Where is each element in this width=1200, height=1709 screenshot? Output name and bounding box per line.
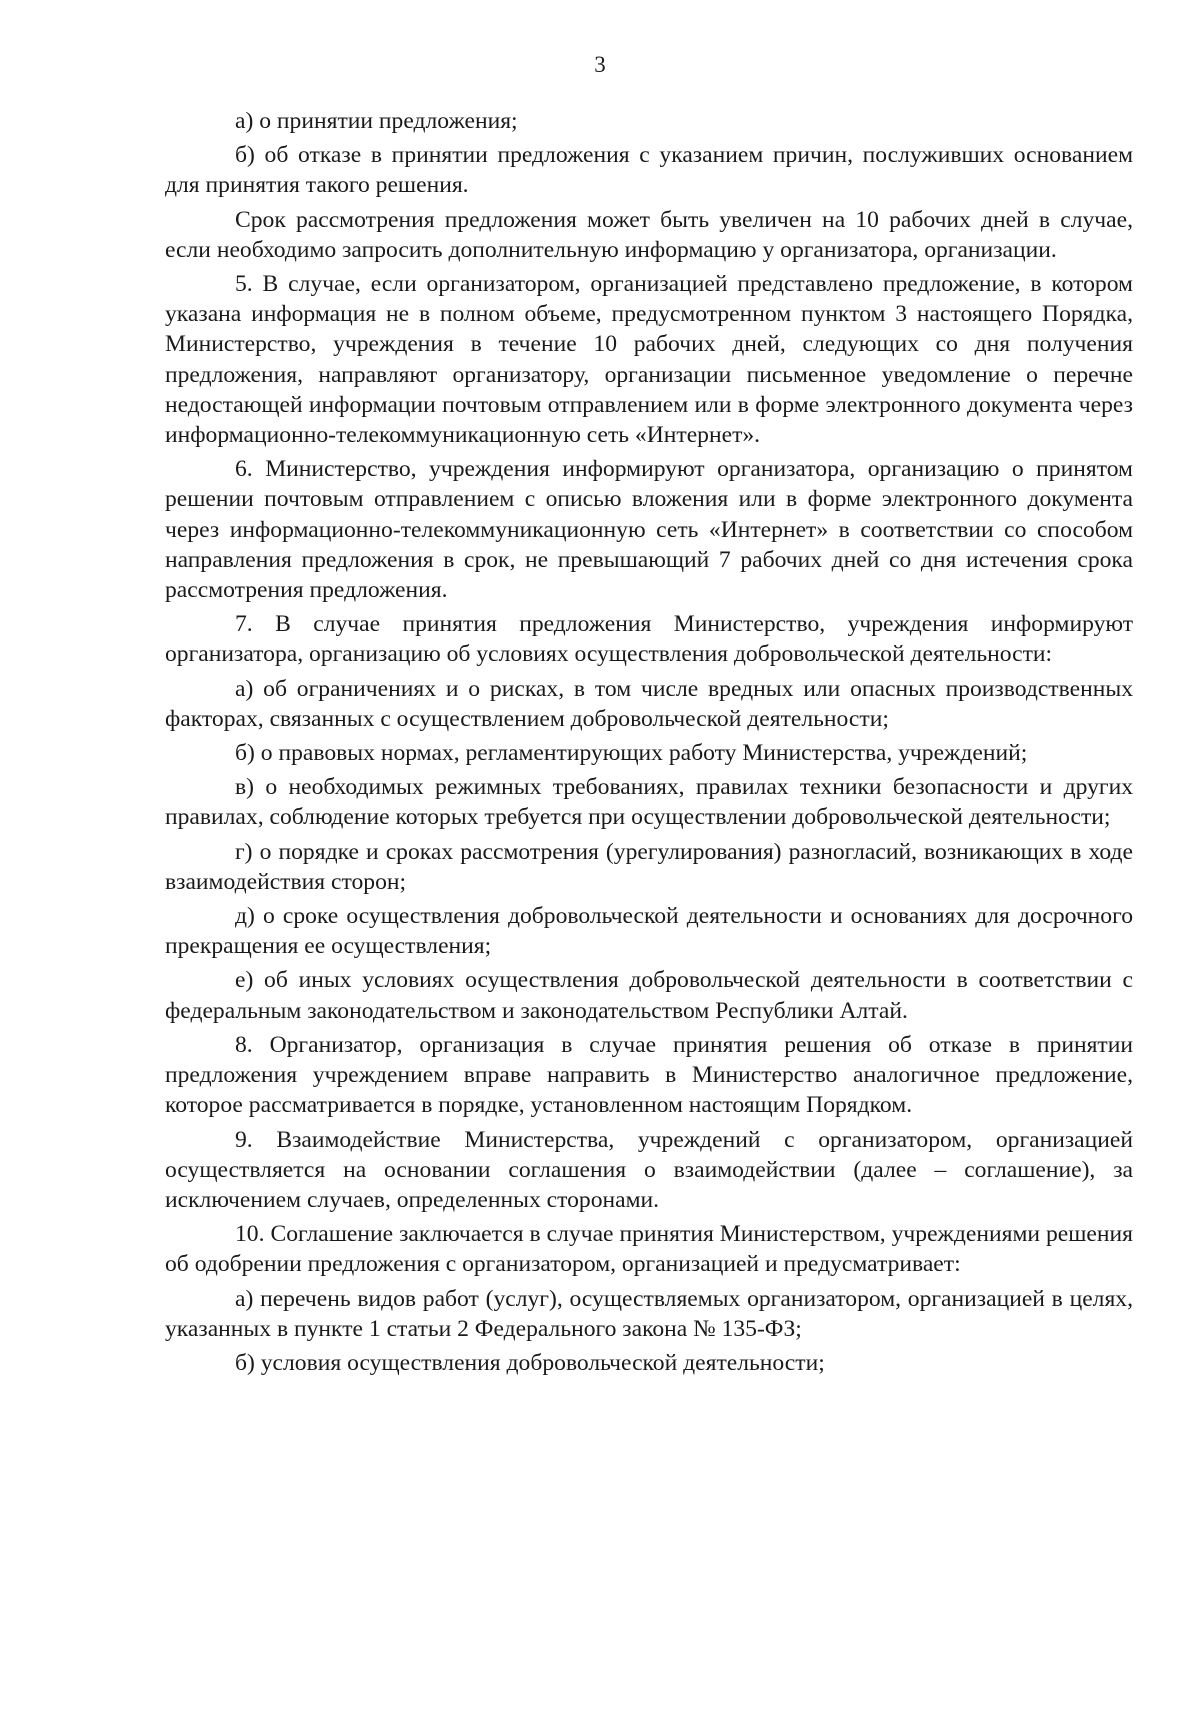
paragraph-item-b-refusal: б) об отказе в принятии предложения с указанием причин, послуживших основанием для принятия такого решения. [165, 142, 1133, 199]
paragraph-item-a-acceptance: а) о принятии предложения; [235, 108, 518, 134]
paragraph-clause-5: 5. В случае, если организатором, организацией представлено предложение, в котором указана информация не в полном объеме, предусмотренном пунктом 3 настоящего Порядка, Министерство, учреждения в течение 10 рабочих дней, следующих со дня получения предложения, направляют организатору, организации письменное уведомление о перечне недостающей информации почтовым отправлением или в форме электронного документа через информационно-телекоммуникационную сеть «Интернет». [165, 271, 1133, 449]
paragraph-clause-7-item-v: в) о необходимых режимных требованиях, правилах техники безопасности и других правилах, соблюдение которых требуется при осуществлении добровольческой деятельности; [165, 774, 1133, 831]
paragraph-clause-7-item-d: д) о сроке осуществления добровольческой деятельности и основаниях для досрочного прекращения ее осуществления; [165, 903, 1133, 960]
document-body [165, 106, 1133, 1378]
page-number: 3 [594, 52, 606, 77]
paragraph-clause-10-item-b: б) условия осуществления добровольческой деятельности; [235, 1349, 825, 1376]
paragraph-clause-7-item-b: б) о правовых нормах, регламентирующих работу Министерства, учреждений; [235, 740, 1028, 767]
paragraph-clause-7: 7. В случае принятия предложения Министерство, учреждения информируют организатора, организацию об условиях осуществления добровольческой деятельности: [165, 611, 1133, 668]
paragraph-clause-9: 9. Взаимодействие Министерства, учреждений с организатором, организацией осуществляется на основании соглашения о взаимодействии (далее – соглашение), за исключением случаев, определенных сторонами. [165, 1126, 1133, 1213]
paragraph-clause-10-item-a: а) перечень видов работ (услуг), осуществляемых организатором, организацией в целях, указанных в пункте 1 статьи 2 Федерального закона № 135-ФЗ; [165, 1285, 1133, 1342]
paragraph-clause-7-item-a: а) об ограничениях и о рисках, в том числе вредных или опасных производственных факторах, связанных с осуществлением добровольческой деятельности; [165, 675, 1133, 732]
paragraph-review-period: Срок рассмотрения предложения может быть увеличен на 10 рабочих дней в случае, если необходимо запросить дополнительную информацию у организатора, организации. [165, 206, 1133, 263]
paragraph-clause-10: 10. Соглашение заключается в случае принятия Министерством, учреждениями решения об одобрении предложения с организатором, организацией и предусматривает: [165, 1221, 1133, 1278]
paragraph-clause-7-item-e: е) об иных условиях осуществления добровольческой деятельности в соответствии с федеральным законодательством и законодательством Республики Алтай. [165, 967, 1133, 1024]
paragraph-clause-7-item-g: г) о порядке и сроках рассмотрения (урегулирования) разногласий, возникающих в ходе взаимодействия сторон; [165, 838, 1133, 895]
paragraph-clause-6: 6. Министерство, учреждения информируют организатора, организацию о принятом решении почтовым отправлением с описью вложения или в форме электронного документа через информационно-телекоммуникационную сеть «Интернет» в соответствии со способом направления предложения в срок, не превышающий 7 рабочих дней со дня истечения срока рассмотрения предложения. [165, 456, 1133, 604]
paragraph-clause-8: 8. Организатор, организация в случае принятия решения об отказе в принятии предложения учреждением вправе направить в Министерство аналогичное предложение, которое рассматривается в порядке, установленном настоящим Порядком. [165, 1031, 1133, 1119]
